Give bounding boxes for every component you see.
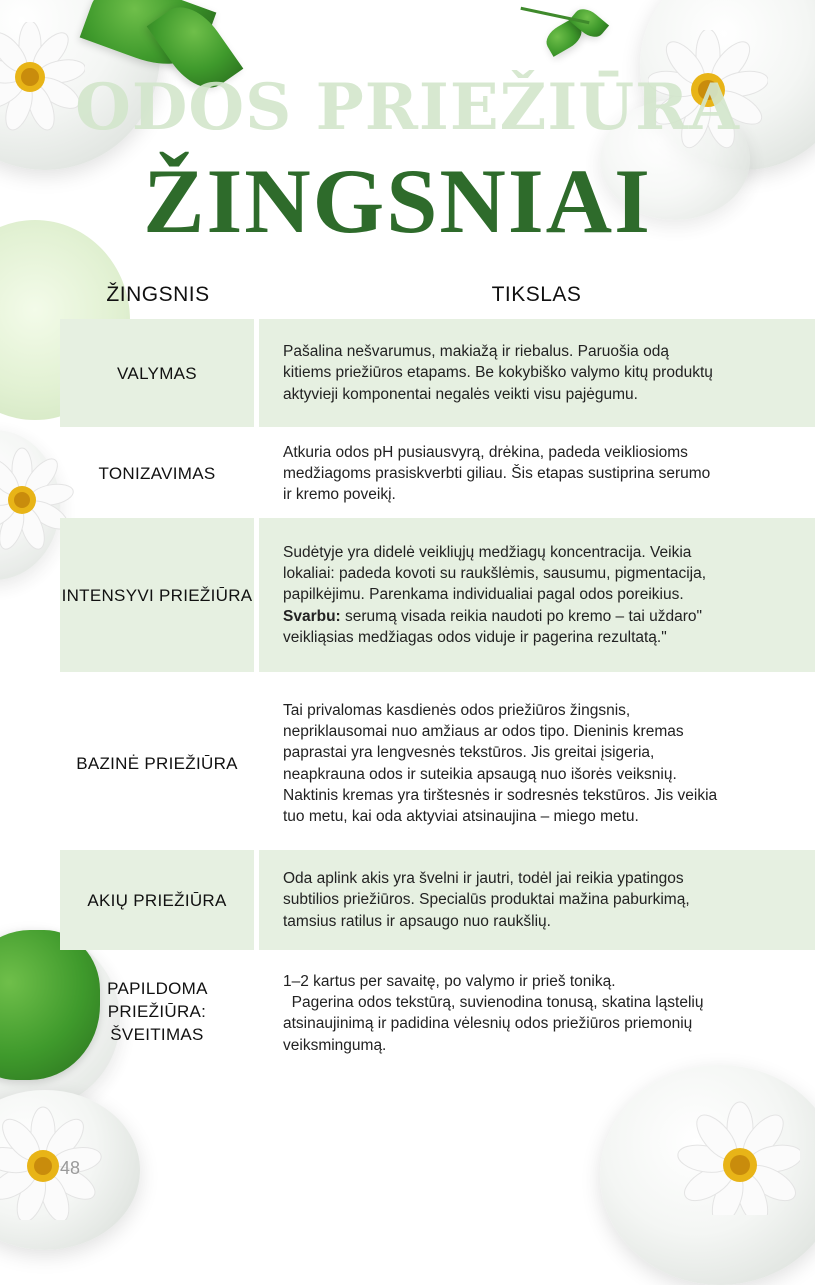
table-row [60,850,815,950]
step-description-cell [259,319,815,427]
table-row [60,319,815,427]
important-note-label: Svarbu: [283,607,341,625]
step-description-cell [259,965,815,1065]
description-line: tuo metu, kai oda aktyviai atsinaujina – miego metu. [283,807,639,825]
description-line: veiksmingumą. [283,1036,387,1054]
step-name: BAZINĖ PRIEŽIŪRA [76,754,238,773]
step-name-cell [60,430,254,517]
description-line: 1–2 kartus per savaitę, po valymo ir prieš toniką. [283,973,616,990]
step-name: PRIEŽIŪRA: [107,1002,207,1021]
page-title: ŽINGSNIAI [143,150,652,252]
description-line: kitiems priežiūros etapams. Be kokybiško valymo kitų produktų [283,364,713,382]
step-description-cell [259,850,815,950]
description-line: Sudėtyje yra didelė veikliųjų medžiagų koncentracija. Veikia [283,543,692,561]
table-row [60,518,815,672]
important-note-text: serumą visada reikia naudoti po kremo – tai uždaro" [340,607,703,625]
description-line: medžiagoms prasiskverbti giliau. Šis etapas sustiprina serumo [283,464,711,482]
step-name: VALYMAS [117,363,197,383]
table-row [60,965,815,1065]
daisy-flower-image [0,1100,105,1220]
step-name: AKIŲ PRIEŽIŪRA [87,890,227,910]
description-line: ir kremo poveikį. [283,486,396,504]
important-note [283,606,791,627]
description-line: paprastai yra lengvesnės tekstūros. Jis greitai įsigeria, [283,744,655,762]
page-title-background: ODOS PRIEŽIŪRA [75,70,740,145]
description-line: nepriklausomai nuo amžiaus ar odos tipo. Dieninis kremas [283,723,684,741]
step-name-cell [60,518,254,672]
step-name-cell [60,965,254,1065]
step-name: PAPILDOMA [107,979,207,998]
step-name: INTENSYVI [61,585,155,605]
column-header-step: ŽINGSNIS [106,283,210,306]
description-line: veikliąsias medžiagas odos viduje ir pagerina rezultatą." [283,628,667,646]
daisy-flower-image [660,1095,800,1215]
description-line: subtilios priežiūros. Specialūs produktai mažina paburkimą, [283,891,690,909]
description-line: papilkėjimu. Parenkama individualiai pagal odos poreikius. [283,586,684,604]
description-line: Pagerina odos tekstūrą, suvienodina tonusą, skatina ląstelių [283,994,704,1012]
description-line: Naktinis kremas yra tirštesnės ir sodresnės tekstūros. Jis veikia [283,786,718,804]
step-description-cell [259,695,815,832]
step-name-cell [60,319,254,427]
table-row [60,430,815,517]
step-name-cell [60,850,254,950]
column-header-purpose: TIKSLAS [491,283,582,306]
description-line: Oda aplink akis yra švelni ir jautri, todėl jai reikia ypatingos [283,870,684,888]
description-line: aktyvieji komponentai negalės veikti visu pajėgumu. [283,385,638,403]
step-name: TONIZAVIMAS [98,464,216,483]
step-name-cell [60,695,254,832]
description-line: Atkuria odos pH pusiausvyrą, drėkina, padeda veikliosioms [283,443,688,461]
step-description-cell [259,430,815,517]
description-line: neapkrauna odos ir suteikia apsaugą nuo išorės veiksnių. [283,765,677,783]
description-line: tamsius ratilus ir apsaugo nuo raukšlių. [283,912,551,930]
description-line: Pašalina nešvarumus, makiažą ir riebalus. Paruošia odą [283,343,669,361]
description-line: Tai privalomas kasdienės odos priežiūros žingsnis, [283,701,631,719]
step-description-cell [259,518,815,672]
description-line: atsinaujinimą ir padidina vėlesnių odos priežiūros priemonių [283,1015,693,1033]
description-line: lokaliai: padeda kovoti su raukšlėmis, sausumu, pigmentacija, [283,565,707,583]
step-name: PRIEŽIŪRA [159,585,253,605]
table-row [60,695,815,832]
page-number: 48 [60,1158,81,1178]
step-name: ŠVEITIMAS [110,1025,204,1044]
